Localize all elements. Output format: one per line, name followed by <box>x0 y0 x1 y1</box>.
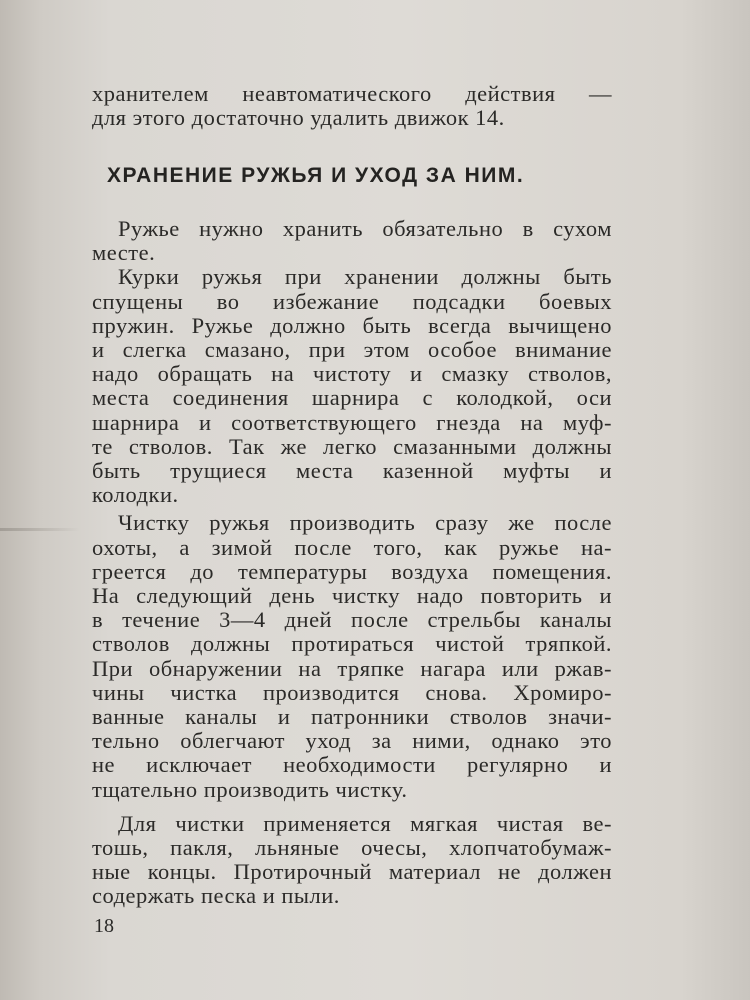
text-line: ные концы. Протирочный материал не должен <box>92 859 612 885</box>
text-line: ванные каналы и патронники стволов значи- <box>92 704 612 730</box>
body-text <box>92 217 612 909</box>
paragraph <box>92 812 612 909</box>
text-line: тошь, пакля, льняные очесы, хлопчатобумаж- <box>92 835 612 861</box>
text-line: надо обращать на чистоту и смазку стволов, <box>92 361 612 387</box>
intro-text <box>92 82 612 130</box>
text-line: При обнаружении на тряпке нагара или ржав- <box>92 655 612 681</box>
text-line: колодки. <box>92 482 179 508</box>
text-line: тщательно производить чистку. <box>92 776 408 802</box>
text-line: шарнира и соответствующего гнезда на муф- <box>92 409 612 435</box>
page-fold-crease <box>0 528 80 531</box>
text-line: охоты, а зимой после того, как ружье на- <box>92 534 612 560</box>
text-line: месте. <box>92 240 156 266</box>
text-line: Ружье нужно хранить обязательно в сухом <box>118 216 612 241</box>
text-line: Курки ружья при хранении должны быть <box>118 264 612 290</box>
text-line: хранителем неавтоматического действия — <box>92 81 612 106</box>
page-number: 18 <box>94 915 114 937</box>
text-line: пружин. Ружье должно быть всегда вычищено <box>92 312 612 338</box>
text-line: чины чистка производится снова. Хромиро- <box>92 679 612 705</box>
text-line: места соединения шарнира с колодкой, оси <box>92 385 612 411</box>
section-heading: ХРАНЕНИЕ РУЖЬЯ И УХОД ЗА НИМ. <box>107 164 525 187</box>
text-line: в течение 3—4 дней после стрельбы каналы <box>92 607 612 633</box>
text-line: спущены во избежание подсадки боевых <box>92 288 612 314</box>
text-line: греется до температуры воздуха помещения. <box>92 558 612 584</box>
text-line: и слегка смазано, при этом особое внимание <box>92 337 612 363</box>
text-line: не исключает необходимости регулярно и <box>92 752 612 778</box>
text-line: для этого достаточно удалить движок 14. <box>92 105 505 131</box>
paragraph <box>92 511 612 801</box>
text-line: стволов должны протираться чистой тряпкой. <box>92 631 612 657</box>
text-line: Чистку ружья производить сразу же после <box>118 510 612 536</box>
paragraph <box>92 265 612 507</box>
text-line: те стволов. Так же легко смазанными должны <box>92 433 612 459</box>
paragraph <box>92 217 612 265</box>
text-line: На следующий день чистку надо повторить и <box>92 583 612 609</box>
text-line: быть трущиеся места казенной муфты и <box>92 458 612 484</box>
text-line: содержать песка и пыли. <box>92 883 340 909</box>
text-line: тельно облегчают уход за ними, однако это <box>92 728 612 754</box>
text-line: Для чистки применяется мягкая чистая ве- <box>118 810 612 836</box>
